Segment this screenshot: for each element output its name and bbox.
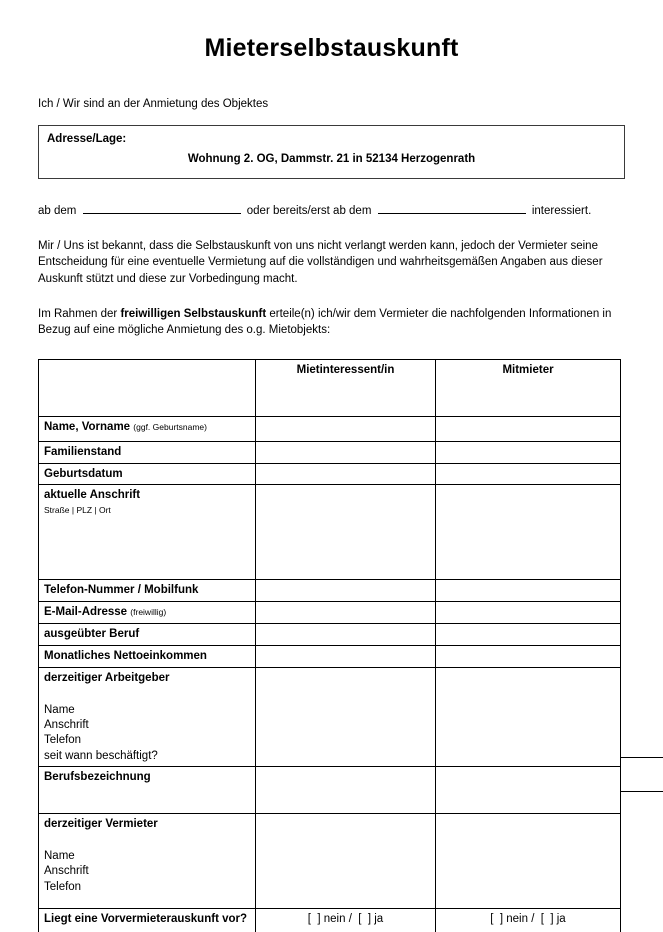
row-label-vermieter: derzeitiger Vermieter <box>44 818 158 831</box>
input-cell-email-mietinteressent[interactable] <box>256 602 436 624</box>
table-row-arbeitgeber <box>39 667 621 766</box>
row-label-familienstand: Familienstand <box>44 445 122 458</box>
input-cell-nettoeinkommen-mitmieter[interactable] <box>436 646 621 668</box>
row-label-berufsbezeichnung: Berufsbezeichnung <box>44 771 151 784</box>
input-cell-beruf-mitmieter[interactable] <box>436 624 621 646</box>
input-cell-name-mitmieter[interactable] <box>436 416 621 441</box>
address-box <box>38 125 625 179</box>
row-label-cell <box>39 416 256 441</box>
right-edge-box-artifact <box>620 757 663 792</box>
input-cell-arbeitgeber-mitmieter[interactable] <box>436 667 621 766</box>
row-label-telefon: Telefon-Nummer / Mobilfunk <box>44 584 199 597</box>
subline-vermieter-name: Name <box>44 849 75 862</box>
row-sublines-arbeitgeber <box>44 703 250 764</box>
table-row-anschrift <box>39 485 621 580</box>
row-sublines-vermieter <box>44 849 250 894</box>
date-line-suffix: interessiert. <box>531 204 592 217</box>
input-cell-telefon-mitmieter[interactable] <box>436 580 621 602</box>
subline-arbeitgeber-anschrift: Anschrift <box>44 719 89 732</box>
row-label-cell <box>39 646 256 668</box>
voluntary-paragraph-post: erteile(n) ich/wir dem Vermieter die nachfolgenden Informationen in Bezug auf eine mögliche Anmietung des o.g. Mietobjekts: <box>38 307 612 337</box>
input-cell-vermieter-mitmieter[interactable] <box>436 814 621 909</box>
subline-vermieter-telefon: Telefon <box>44 880 82 893</box>
row-label-name: Name, Vorname <box>44 420 131 433</box>
input-cell-beruf-mietinteressent[interactable] <box>256 624 436 646</box>
input-cell-name-mietinteressent[interactable] <box>256 416 436 441</box>
disclosure-notice-paragraph: Mir / Uns ist bekannt, dass die Selbstauskunft von uns nicht verlangt werden kann, jedoch der Vermieter seine Entscheidung für eine eventuelle Vermietung auf die vollständigen und wahrheitsgemäßen Angaben aus dieser Auskunft stützt und diese zur Vorbedingung macht. <box>38 239 603 285</box>
table-row-beruf <box>39 624 621 646</box>
move-in-date-blank[interactable] <box>83 203 241 214</box>
subline-arbeitgeber-telefon: Telefon <box>44 734 82 747</box>
date-line-prefix: ab dem <box>38 204 77 217</box>
header-mietinteressent: Mietinteressent/in <box>256 359 436 416</box>
table-row-name <box>39 416 621 441</box>
row-label-email: E-Mail-Adresse <box>44 606 128 619</box>
intro-line: Ich / Wir sind an der Anmietung des Objektes <box>38 98 269 111</box>
input-cell-geburtsdatum-mitmieter[interactable] <box>436 463 621 485</box>
table-row-telefon <box>39 580 621 602</box>
table-row-familienstand <box>39 441 621 463</box>
voluntary-disclosure-paragraph <box>38 306 625 339</box>
table-row-berufsbezeichnung <box>39 767 621 814</box>
table-header-row <box>39 359 621 416</box>
checkbox-vorvermieter-mitmieter[interactable]: [ ] nein / [ ] ja <box>436 909 621 932</box>
table-row-email <box>39 602 621 624</box>
address-value: Wohnung 2. OG, Dammstr. 21 in 52134 Herzogenrath <box>187 152 476 165</box>
date-line <box>38 203 625 220</box>
header-empty-cell <box>39 359 256 416</box>
row-label-cell <box>39 624 256 646</box>
input-cell-berufsbezeichnung-mietinteressent[interactable] <box>256 767 436 814</box>
row-label-cell <box>39 602 256 624</box>
row-note-name: (ggf. Geburtsname) <box>133 421 207 432</box>
row-label-cell <box>39 463 256 485</box>
checkbox-vorvermieter-mietinteressent[interactable]: [ ] nein / [ ] ja <box>256 909 436 932</box>
row-label-nettoeinkommen: Monatliches Nettoeinkommen <box>44 650 207 663</box>
input-cell-familienstand-mitmieter[interactable] <box>436 441 621 463</box>
page-title: Mieterselbstauskunft <box>204 34 459 62</box>
row-label-cell <box>39 580 256 602</box>
input-cell-telefon-mietinteressent[interactable] <box>256 580 436 602</box>
alternative-date-blank[interactable] <box>378 203 526 214</box>
row-label-cell <box>39 441 256 463</box>
row-label-cell <box>39 909 256 932</box>
row-label-beruf: ausgeübter Beruf <box>44 628 140 641</box>
row-label-cell <box>39 485 256 580</box>
row-label-anschrift: aktuelle Anschrift <box>44 489 141 502</box>
row-note-anschrift: Straße | PLZ | Ort <box>44 504 111 515</box>
row-label-vorvermieterauskunft: Liegt eine Vorvermieterauskunft vor? <box>44 913 248 926</box>
self-disclosure-table <box>38 359 621 932</box>
voluntary-paragraph-pre: Im Rahmen der <box>38 307 118 320</box>
voluntary-paragraph-bold: freiwilligen Selbstauskunft <box>120 307 267 320</box>
address-label: Adresse/Lage: <box>47 132 127 145</box>
row-label-cell <box>39 667 256 766</box>
input-cell-berufsbezeichnung-mitmieter[interactable] <box>436 767 621 814</box>
input-cell-email-mitmieter[interactable] <box>436 602 621 624</box>
input-cell-geburtsdatum-mietinteressent[interactable] <box>256 463 436 485</box>
input-cell-vermieter-mietinteressent[interactable] <box>256 814 436 909</box>
input-cell-familienstand-mietinteressent[interactable] <box>256 441 436 463</box>
input-cell-anschrift-mitmieter[interactable] <box>436 485 621 580</box>
table-row-vermieter <box>39 814 621 909</box>
row-label-cell <box>39 814 256 909</box>
header-mitmieter: Mitmieter <box>436 359 621 416</box>
input-cell-arbeitgeber-mietinteressent[interactable] <box>256 667 436 766</box>
row-label-arbeitgeber: derzeitiger Arbeitgeber <box>44 671 170 684</box>
subline-vermieter-anschrift: Anschrift <box>44 865 89 878</box>
table-row-geburtsdatum <box>39 463 621 485</box>
input-cell-nettoeinkommen-mietinteressent[interactable] <box>256 646 436 668</box>
table-row-vorvermieterauskunft <box>39 909 621 932</box>
row-label-geburtsdatum: Geburtsdatum <box>44 467 123 480</box>
date-line-middle: oder bereits/erst ab dem <box>246 204 372 217</box>
row-label-cell <box>39 767 256 814</box>
subline-arbeitgeber-seit-wann: seit wann beschäftigt? <box>44 749 158 762</box>
table-row-nettoeinkommen <box>39 646 621 668</box>
subline-arbeitgeber-name: Name <box>44 703 75 716</box>
input-cell-anschrift-mietinteressent[interactable] <box>256 485 436 580</box>
row-note-email: (freiwillig) <box>130 607 167 618</box>
